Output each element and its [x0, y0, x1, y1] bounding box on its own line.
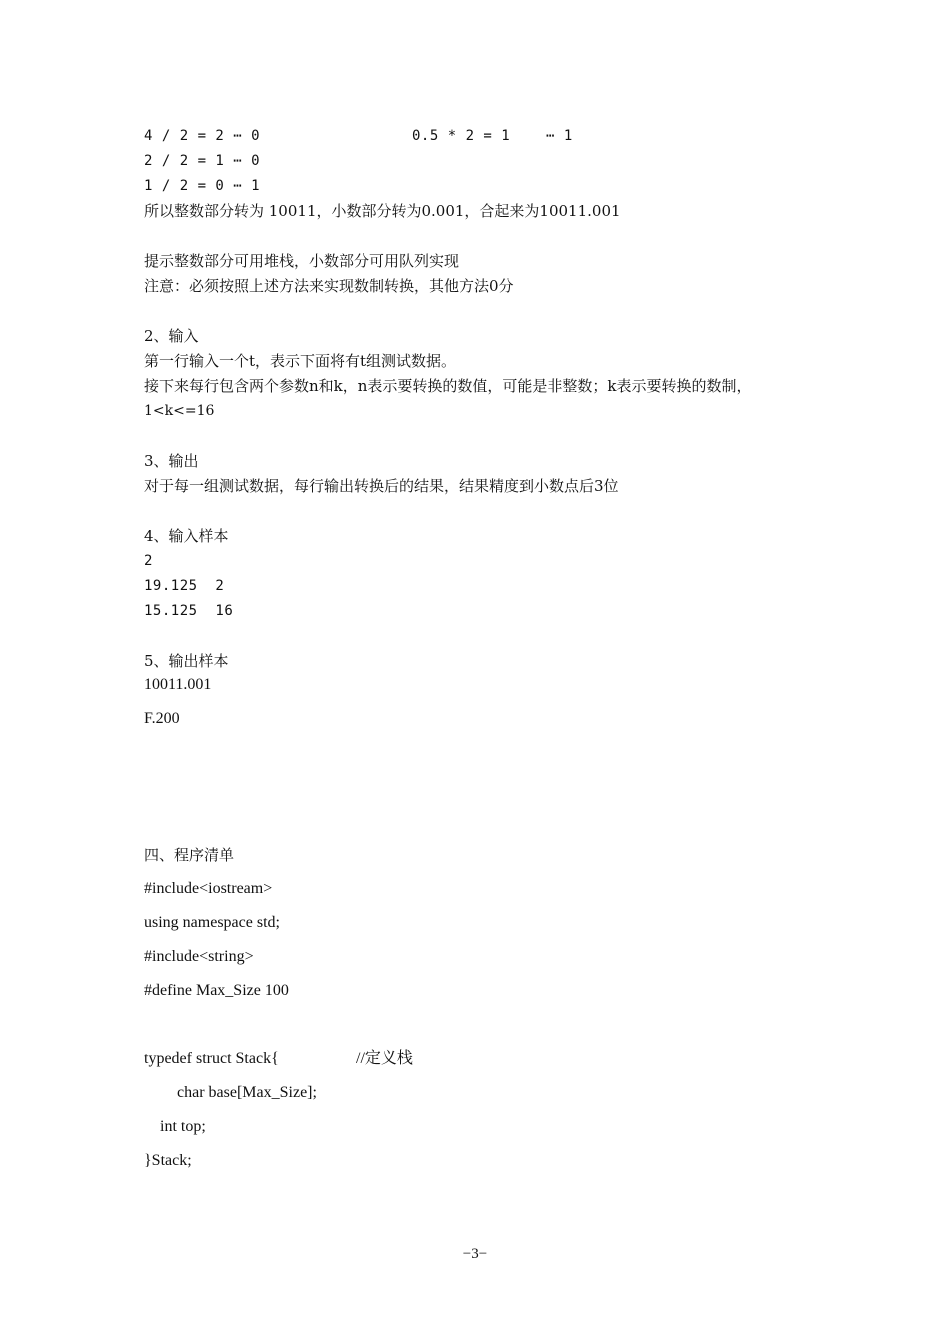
code-line: #include<string> — [144, 948, 254, 965]
output-sample-line: 10011.001 — [144, 676, 212, 693]
input-desc-line1: 第一行输入一个t，表示下面将有t组测试数据。 — [144, 352, 457, 370]
output-sample-heading: 5、输出样本 — [144, 652, 229, 670]
input-desc-line3: 1<k<=16 — [144, 403, 215, 419]
division-row-3: 1 / 2 = 0 ⋯ 1 — [144, 178, 261, 194]
code-line: using namespace std; — [144, 914, 280, 931]
output-sample-line: F.200 — [144, 710, 180, 727]
conversion-summary: 所以整数部分转为 10011，小数部分转为0.001，合起来为10011.001 — [144, 202, 621, 220]
code-line-struct-base: char base[Max_Size]; — [177, 1084, 317, 1101]
program-heading: 四、程序清单 — [144, 846, 235, 864]
hint-text: 提示整数部分可用堆栈，小数部分可用队列实现 — [144, 252, 460, 270]
code-line-struct-close: }Stack; — [144, 1152, 192, 1169]
input-desc-line2: 接下来每行包含两个参数n和k，n表示要转换的数值，可能是非整数；k表示要转换的数制， — [144, 377, 752, 395]
code-comment: //定义栈 — [356, 1050, 413, 1067]
code-line: #include<iostream> — [144, 880, 273, 897]
division-row-2: 2 / 2 = 1 ⋯ 0 — [144, 153, 261, 169]
input-sample-heading: 4、输入样本 — [144, 527, 229, 545]
fraction-multiplication: 0.5 * 2 = 1 — [412, 128, 511, 144]
input-sample-line: 19.125 2 — [144, 578, 225, 594]
division-row-1: 4 / 2 = 2 ⋯ 0 — [144, 128, 261, 144]
code-line-struct-open: typedef struct Stack{ — [144, 1050, 279, 1067]
fraction-remainder: ⋯ 1 — [546, 128, 573, 144]
code-line: #define Max_Size 100 — [144, 982, 289, 999]
code-line-struct-top: int top; — [160, 1118, 206, 1135]
output-heading: 3、输出 — [144, 452, 199, 470]
output-desc-line1: 对于每一组测试数据，每行输出转换后的结果，结果精度到小数点后3位 — [144, 477, 619, 495]
page-number: −3− — [462, 1246, 488, 1262]
input-heading: 2、输入 — [144, 327, 199, 345]
input-sample-line: 2 — [144, 553, 153, 569]
note-text: 注意：必须按照上述方法来实现数制转换，其他方法0分 — [144, 277, 514, 295]
input-sample-line: 15.125 16 — [144, 603, 234, 619]
